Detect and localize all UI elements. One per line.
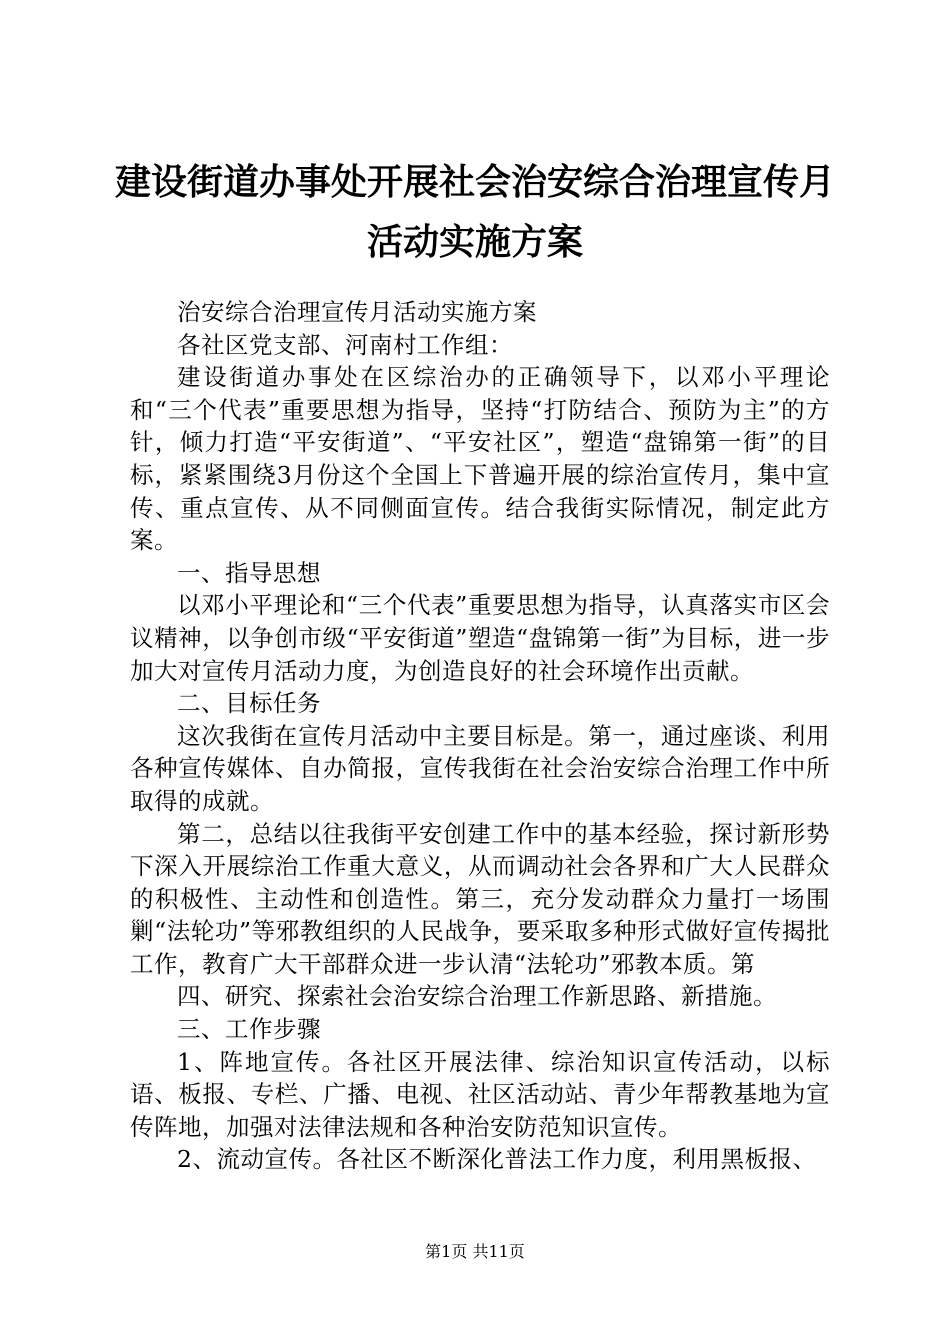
document-title-line-1: 建设街道办事处开展社会治安综合治理宣传月 [114, 161, 835, 203]
paragraph-salutation: 各社区党支部、河南村工作组： [177, 330, 513, 359]
document-body [130, 296, 830, 1176]
paragraph-guiding-thought: 以邓小平理论和“三个代表”重要思想为指导，认真落实市区会议精神，以争创市级“平安街道”塑造“盘锦第一街”为目标，进一步加大对宣传月活动力度，为创造良好的社会环境作出贡献。 [130, 591, 830, 685]
paragraph-goals-second: 第二，总结以往我街平安创建工作中的基本经验，探讨新形势下深入开展综治工作重大意义，从而调动社会各界和广大人民群众的积极性、主动性和创造性。第三，充分发动群众力量打一场围剿“法轮功”等邪教组织的人民战争，要采取多种形式做好宣传揭批工作，教育广大干部群众进一步认清“法轮功”邪教本质。第 [130, 819, 830, 978]
section-heading-work-steps: 三、工作步骤 [177, 1015, 321, 1044]
document-title-line-2: 活动实施方案 [366, 221, 583, 263]
paragraph-step-2: 2、流动宣传。各社区不断深化普法工作力度，利用黑板报、 [177, 1145, 817, 1174]
paragraph-step-1: 1、阵地宣传。各社区开展法律、综治知识宣传活动，以标语、板报、专栏、广播、电视、社区活动站、青少年帮教基地为宣传阵地，加强对法律法规和各种治安防范知识宣传。 [130, 1047, 830, 1141]
section-heading-guiding-thought: 一、指导思想 [177, 558, 321, 587]
paragraph-goals-first: 这次我街在宣传月活动中主要目标是。第一，通过座谈、利用各种宣传媒体、自办简报，宣传我街在社会治安综合治理工作中所取得的成就。 [130, 721, 830, 815]
section-heading-goals: 二、目标任务 [177, 689, 321, 718]
paragraph-subtitle: 治安综合治理宣传月活动实施方案 [177, 298, 537, 326]
page-number-footer: 第1页 共11页 [425, 1242, 525, 1261]
paragraph-goals-fourth: 四、研究、探索社会治安综合治理工作新思路、新措施。 [177, 982, 777, 1011]
paragraph-intro: 建设街道办事处在区综治办的正确领导下，以邓小平理论和“三个代表”重要思想为指导，坚持“打防结合、预防为主”的方针，倾力打造“平安街道”、“平安社区”，塑造“盘锦第一街”的目标，紧紧围绕3月份这个全国上下普遍开展的综治宣传月，集中宣传、重点宣传、从不同侧面宣传。结合我街实际情况，制定此方案。 [130, 363, 830, 555]
